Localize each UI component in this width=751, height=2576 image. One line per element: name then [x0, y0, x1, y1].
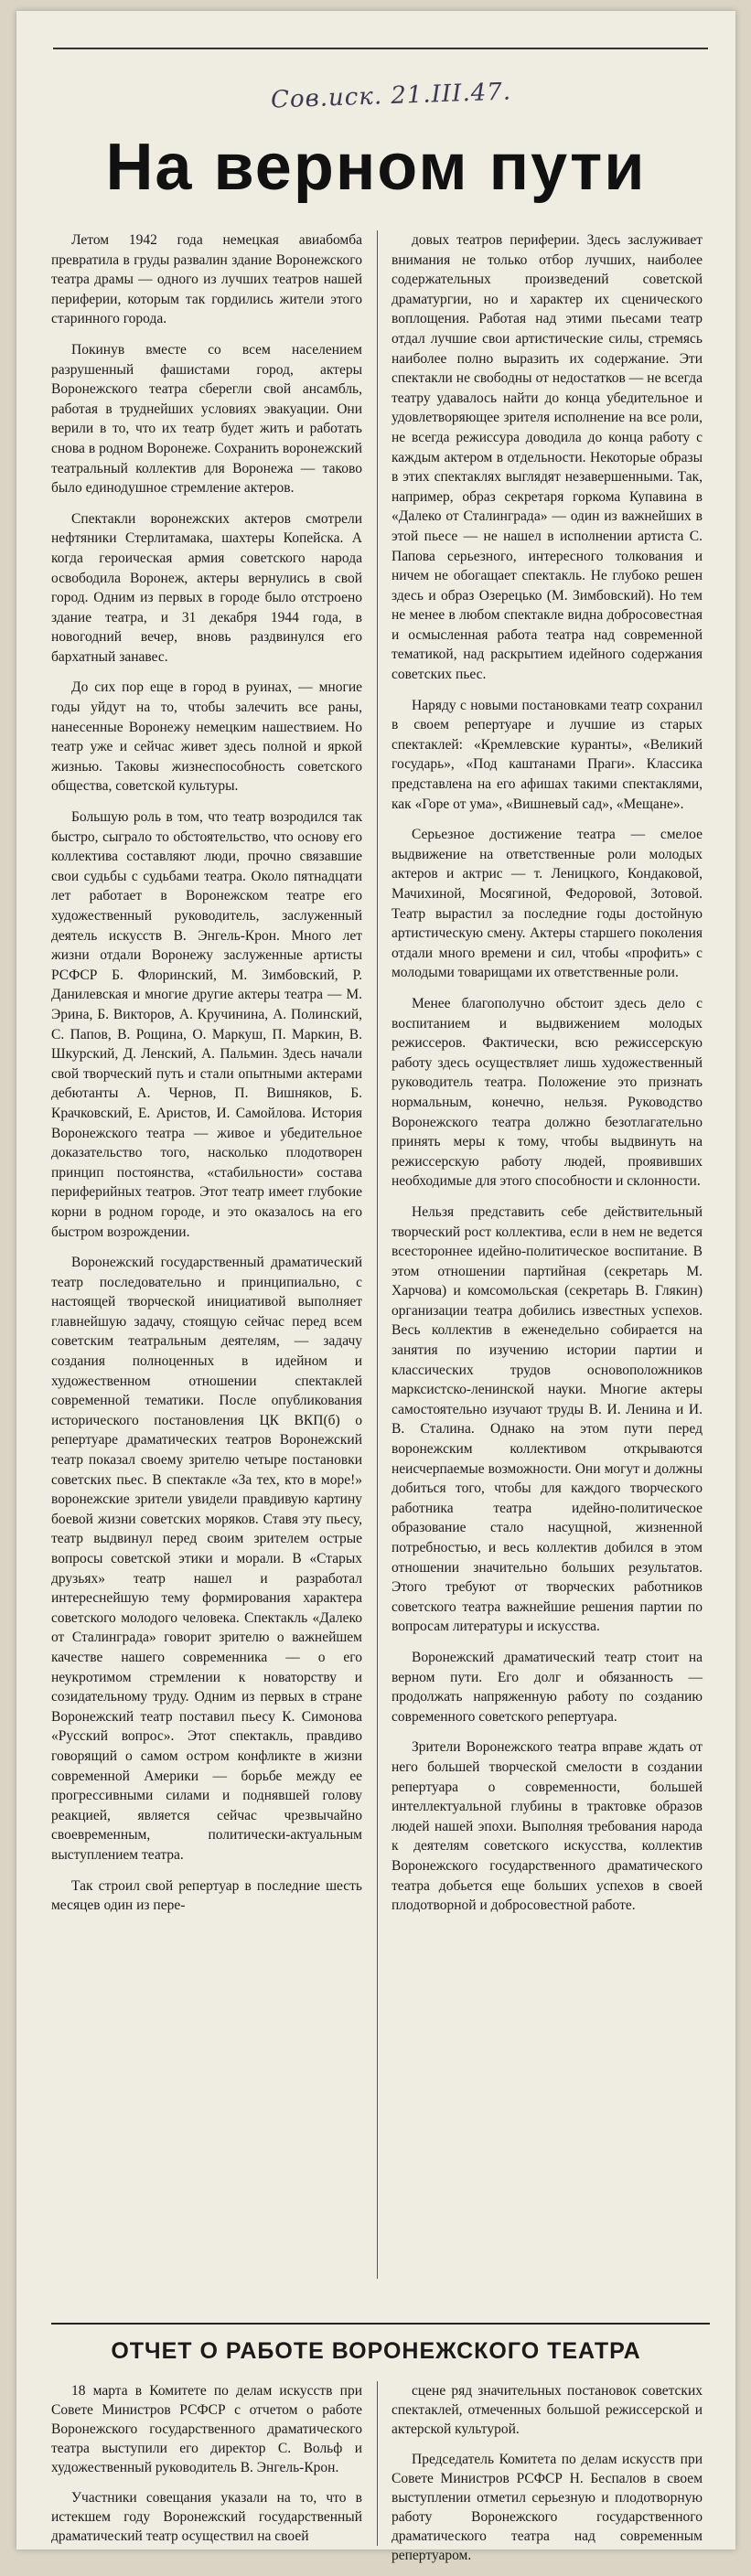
paragraph: Так строил свой репертуар в последние шесть месяцев один из пере-: [51, 1877, 362, 1914]
column-divider: [377, 2381, 378, 2546]
paragraph: Воронежский государственный драматический театр последовательно и принципиально, с настоящей творческой инициативой выполняет главнейшую задачу, стоящую сейчас перед всем советским театральным деятелям, — задачу создания полноценных в идейном и художественном отношении спектаклей современной тематики. После опубликования исторического постановления ЦК ВКП(б) о репертуаре драматических театров Воронежский театр показал своему зрителю четыре постановки советских пьес. В спектакле «За тех, кто в море!» воронежские зрители увидели правдивую картину боевой жизни советских моряков. Ставя эту пьесу, театр выдвинул перед своим зрителем острые вопросы советской этики и морали. В «Старых друзьях» театр нашел и разработал интереснейшую тему формирования характера советского молодого человека. Спектакль «Далеко от Сталинграда» говорит зрителю о важнейшем качестве нашего современника — о его неукротимом стремлении к новаторству и созидательному труду. Одним из первых в стране Воронежский театр поставил пьесу К. Симонова «Русский вопрос». Этот спектакль, правдиво говорящий о самом остром конфликте в жизни современной Америки — борьбе между ее прогрессивными силами и поднявшей голову реакцией, является сейчас чрезвычайно своевременным, политически-актуальным выступлением театра.: [51, 1255, 362, 1863]
top-rule: [53, 48, 708, 49]
section-divider: [51, 2323, 710, 2325]
paragraph: Участники совещания указали на то, что в истекшем году Воронежский государственный драматический театр осуществил на своей: [51, 2490, 362, 2544]
handwritten-note: Сов.иск. 21.III.47.: [270, 78, 512, 114]
paragraph: Воронежский драматический театр стоит на верном пути. Его долг и обязанность — продолжать напряженную работу по созданию современного советского репертуара.: [392, 1649, 703, 1725]
report-left-column: [51, 2381, 362, 2557]
article-body: [51, 230, 710, 2315]
paragraph: Менее благополучно обстоит здесь дело с воспитанием и выдвижением молодых режиссеров. Фактически, всю режиссерскую работу здесь осуществляет лишь художественный руководитель театра. Положение это признать нормальным, конечно, нельзя. Руководство Воронежского театра должно безотлагательно принять меры к тому, чтобы выдвинуть на режиссерскую работу людей, проявивших необходимые для этого способности и склонности.: [392, 995, 703, 1190]
paragraph: довых театров периферии. Здесь заслуживает внимания не только отбор лучших, наиболее содержательных произведений советской драматургии, но и характер их сценического воплощения. Работая над этими пьесами театр отдал лучшие свои артистические силы, стремясь наиболее полно выразить их содержание. Эти спектакли не свободны от недостатков — не всегда театру удавалось найти до конца убедительное и удовлетворяющее зрителя исполнение на все роли, не всегда режиссура доводила до конца работу с каждым актером в отдельности. Некоторые образы в этих спектаклях выглядят незавершенными. Так, например, образ секретаря горкома Купавина в «Далеко от Сталинграда» — один из важнейших в этой пьесе — не нашел в исполнении артиста С. Папова серьезного, интересного толкования и ничем не обогащает спектакль. Не глубоко решен здесь и образ Озерецько (М. Зимбовский). Но тем не менее в любом спектакле видна добросовестная и осмысленная работа театра над современной тематикой, над раскрытием идейного содержания советских пьес.: [392, 232, 703, 683]
report-right-column: [392, 2381, 703, 2576]
paragraph: Спектакли воронежских актеров смотрели нефтяники Стерлитамака, шахтеры Копейска. А когда героическая армия советского народа освободила Воронеж, актеры вернулись в свой город. Одним из первых в городе было отстроено здание театра, и 31 декабря 1944 года, в новогодний вечер, вновь раздвинулся его бархатный занавес.: [51, 510, 362, 665]
paragraph: Наряду с новыми постановками театр сохранил в своем репертуаре и лучшие из старых спектаклей: «Кремлевские куранты», «Великий государь», «Под каштанами Праги». Классика представлена на его афишах такими спектаклями, как «Горе от ума», «Вишневый сад», «Мещане».: [392, 697, 703, 812]
paragraph: Нельзя представить себе действительный творческий рост коллектива, если в нем не ведется всестороннее идейно-политическое воспитание. В этом отношении партийная (секретарь М. Харчова) и комсомольская (секретарь В. Глякин) организации театра добились известных успехов. Весь коллектив в еженедельно собирается на занятия по изучению истории партии и классических трудов основоположников марксистско-ленинской науки. Многие актеры самостоятельно изучают труды В. И. Ленина и И. В. Сталина. Однако на этом пути перед воронежским коллективом открываются неисчерпаемые возможности. Они могут и должны добиться того, чтобы для каждого творческого работника театра идейно-политическое образование стало насущной, жизненной потребностью, и весь коллектив добился в этом отношении значительно больших результатов. Этого требуют от творческих работников советского театра важнейшие решения партии по вопросам литературы и искусства.: [392, 1203, 703, 1635]
paragraph: До сих пор еще в город в руинах, — многие годы уйдут на то, чтобы залечить все раны, нанесенные Воронежу немецким нашествием. Но театр уже и сейчас живет здесь полной и яркой жизнью. Таковы жизнеспособность советского общества, советской культуры.: [51, 679, 362, 795]
right-column: [392, 230, 703, 1927]
paragraph: Летом 1942 года немецкая авиабомба превратила в груды развалин здание Воронежского театра драмы — одного из лучших театров нашей периферии, которым так гордились жители этого старинного города.: [51, 232, 362, 327]
report-title: ОТЧЕТ О РАБОТЕ ВОРОНЕЖСКОГО ТЕАТРА: [111, 2338, 641, 2364]
paragraph: 18 марта в Комитете по делам искусств при Совете Министров РСФСР с отчетом о работе Воронежского государственного драматического театра выступили его директор С. Вольф и художественный руководитель В. Энгель-Крон.: [51, 2383, 362, 2475]
paragraph: сцене ряд значительных постановок советских спектаклей, отмеченных большой режиссерской и актерской культурой.: [392, 2383, 703, 2437]
paragraph: Серьезное достижение театра — смелое выдвижение на ответственные роли молодых актеров и актрис — т. Леницкого, Кондаковой, Мачихиной, Мосягиной, Федоровой, Зотовой. Театр вырастил за последние годы достойную артистическую смену. Актеры старшего поколения отдали много времени и сил, чтобы «профить» с молодыми товарищами их ответственные роли.: [392, 827, 703, 981]
paragraph: Большую роль в том, что театр возродился так быстро, сыграло то обстоятельство, что основу его коллектива составляют люди, прочно связавшие свои судьбы с судьбами театра. Около пятнадцати лет работает в Воронежском театре его художественный руководитель, заслуженный деятель искусств В. Энгель-Крон. Много лет жизни отдали Воронежу заслуженные артисты РСФСР Б. Флоринский, М. Зимбовский, Р. Данилевская и многие другие актеры театра — М. Эрина, Б. Викторов, А. Кручинина, А. Полинский, С. Папов, В. Рощина, О. Маркуш, П. Маркин, В. Шкурский, Д. Ленский, А. Пальмин. Здесь начали свой творческий путь и стали опытными актерами дебютанты А. Чернов, П. Вишняков, Б. Крачковский, Е. Аристов, И. Самойлова. История Воронежского театра — живое и убедительное доказательство того, насколько плодотворен принцип постоянства, «стабильности» состава периферийных театров. Этот театр имеет глубокие корни в родном городе, и это оказалось на его быстром возрождении.: [51, 809, 362, 1240]
paragraph: Зрители Воронежского театра вправе ждать от него большей творческой смелости в создании репертуара о современности, большей интеллектуальной глубины в трактовке образов людей нашей эпохи. Выполняя требования народа к деятелям советского искусства, коллектив Воронежского государственного драматического театра добьется еще больших успехов в своей плодотворной и добросовестной работе.: [392, 1739, 703, 1914]
paragraph: Председатель Комитета по делам искусств при Совете Министров РСФСР Н. Беспалов в своем выступлении отметил серьезную и плодотворную работу Воронежского государственного драматического театра над современным репертуаром.: [392, 2452, 703, 2563]
column-divider: [377, 230, 378, 2279]
newspaper-clipping: [16, 11, 735, 2563]
article-title: На верном пути: [105, 131, 647, 204]
paragraph: Покинув вместе со всем населением разрушенный фашистами город, актеры Воронежского театра сберегли свой ансамбль, работая в труднейших условиях эвакуации. Они верили в то, что их театр будет жить и работать снова в родном Воронеже. Сохранить воронежский театральный коллектив для Воронежа — таково было единодушное стремление актеров.: [51, 341, 362, 497]
left-column: [51, 230, 362, 1927]
